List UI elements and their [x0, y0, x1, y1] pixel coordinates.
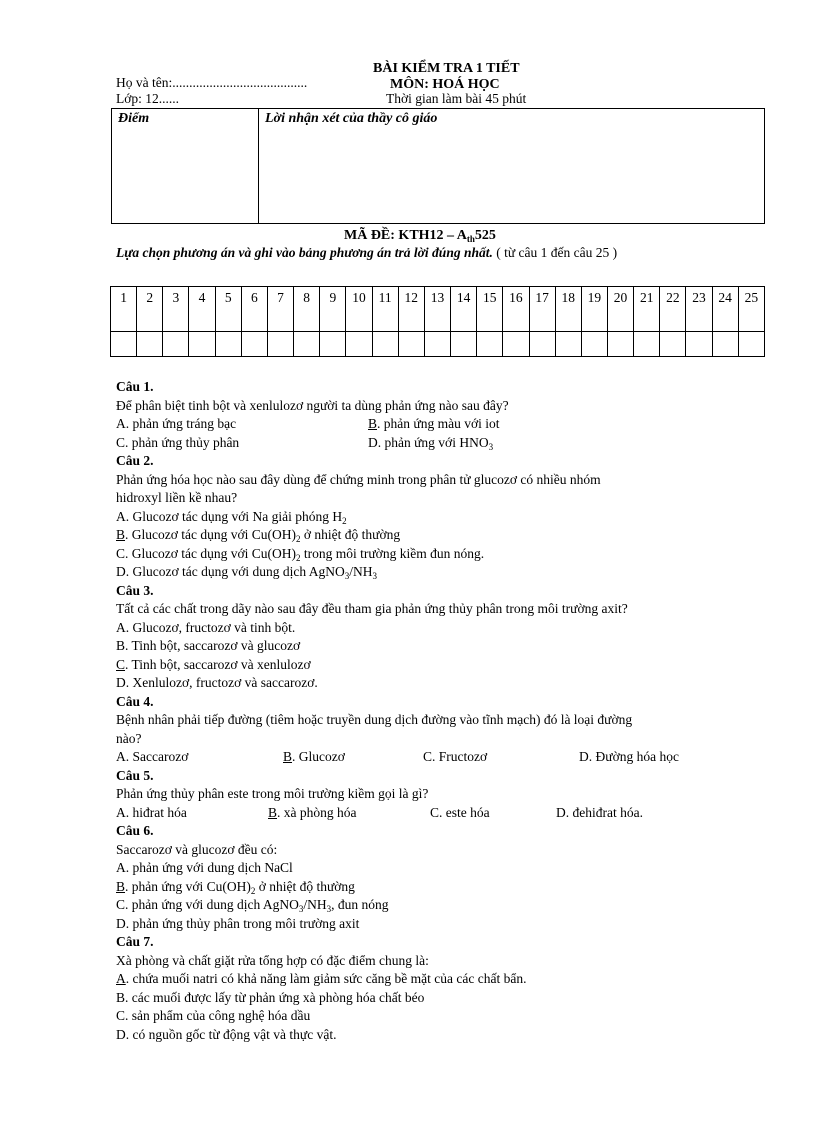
grid-number-11	[372, 287, 398, 332]
q6-text: Saccarozơ và glucozơ đều có:	[116, 841, 278, 857]
grid-number-12	[398, 287, 424, 332]
grid-number-text: 9	[329, 290, 337, 305]
grid-number-text: 23	[692, 290, 706, 305]
q6-option-d: D. phản ứng thủy phân trong môi trường axit	[116, 915, 360, 931]
q2-option-d: D. Glucozơ tác dụng với dung dịch $AgNO_3/NH_3$	[116, 564, 377, 581]
answer-cell-19[interactable]	[581, 332, 607, 357]
answer-cell-1[interactable]	[111, 332, 137, 357]
student-name-field: Họ và tên:........................................	[116, 75, 308, 90]
q7-option-a: A. chứa muối natri có khả năng làm giảm sức căng bề mặt của các chất bẩn.	[116, 971, 527, 986]
grid-number-text: 20	[613, 290, 628, 305]
grid-number-text: 2	[146, 290, 154, 305]
q7-text: Xà phòng và chất giặt rửa tổng hợp có đặc điểm chung là:	[116, 952, 429, 968]
q3-option-c: C. Tinh bột, saccarozơ và xenlulozơ	[116, 656, 311, 672]
q7-option-b: B. các muối được lấy từ phản ứng xà phòng hóa chất béo	[116, 989, 425, 1005]
instruction	[116, 245, 617, 261]
q6-option-a: A. phản ứng với dung dịch NaCl	[116, 860, 293, 875]
exam-title: BÀI KIỂM TRA 1 TIẾT	[373, 61, 520, 76]
q2-title: Câu 2.	[116, 453, 154, 468]
exam-code-suffix: 525	[474, 228, 496, 243]
exam-code-prefix: MÃ ĐỀ: KTH12 – A	[344, 228, 467, 243]
grid-number-text: 10	[352, 290, 366, 305]
grid-number-17	[529, 287, 555, 332]
answer-cell-6[interactable]	[241, 332, 267, 357]
grid-number-3	[163, 287, 189, 332]
q5-option-b: B. xà phòng hóa	[268, 804, 357, 820]
grid-number-text: 15	[483, 290, 497, 305]
answer-cell-9[interactable]	[320, 332, 346, 357]
answer-cell-16[interactable]	[503, 332, 529, 357]
answer-cell-8[interactable]	[294, 332, 320, 357]
answer-cell-18[interactable]	[555, 332, 581, 357]
q3-option-b: B. Tinh bột, saccarozơ và glucozơ	[116, 638, 301, 653]
answer-cell-14[interactable]	[451, 332, 477, 357]
q2-text-2: hidroxyl liền kề nhau?	[116, 490, 238, 505]
q6-title: Câu 6.	[116, 823, 154, 838]
q1-option-a: A. phản ứng tráng bạc	[116, 416, 237, 431]
q4-option-a: A. Saccarozơ	[116, 749, 189, 764]
grid-number-text: 8	[303, 290, 311, 305]
grid-number-7	[267, 287, 293, 332]
q4-title: Câu 4.	[116, 693, 154, 709]
answer-grid	[110, 286, 765, 357]
grid-number-24	[712, 287, 738, 332]
grid-number-text: 11	[378, 290, 392, 305]
answer-cell-13[interactable]	[424, 332, 450, 357]
score-label: Điểm	[118, 111, 150, 126]
grid-number-16	[503, 287, 529, 332]
q4-option-c: C. Fructozơ	[423, 749, 488, 764]
grid-number-13	[424, 287, 450, 332]
q4-option-b: B. Glucozơ	[283, 749, 345, 764]
answer-cell-5[interactable]	[215, 332, 241, 357]
grid-number-6	[241, 287, 267, 332]
answer-cell-3[interactable]	[163, 332, 189, 357]
q1-text: Để phân biệt tinh bột và xenlulozơ người ta dùng phản ứng nào sau đây?	[116, 397, 509, 413]
q5-option-a: A. hiđrat hóa	[116, 804, 187, 820]
grid-number-21	[634, 287, 660, 332]
grid-number-text: 7	[277, 290, 284, 305]
subject-title: MÔN: HOÁ HỌC	[390, 77, 500, 92]
q1-title: Câu 1.	[116, 379, 154, 394]
instruction-main: Lựa chọn phương án và ghi vào bảng phương án trả lời đúng nhất.	[116, 245, 493, 260]
grid-number-25	[738, 287, 764, 332]
answer-cell-23[interactable]	[686, 332, 712, 357]
grid-number-2	[137, 287, 163, 332]
grid-number-text: 1	[120, 290, 127, 305]
q1-option-d: D. phản ứng với $HNO_3$	[368, 434, 494, 452]
grid-number-23	[686, 287, 712, 332]
answer-cell-17[interactable]	[529, 332, 555, 357]
q7-option-c: C. sản phẩm của công nghệ hóa dầu	[116, 1008, 311, 1023]
grid-number-text: 17	[535, 290, 549, 305]
grid-number-20	[607, 287, 633, 332]
questions	[116, 378, 766, 1044]
grid-number-text: 21	[639, 290, 654, 305]
q2-text-1: Phản ứng hóa học nào sau đây dùng để chứng minh trong phân tử glucozơ có nhiều nhóm	[116, 471, 601, 487]
answer-cell-7[interactable]	[267, 332, 293, 357]
answer-cell-25[interactable]	[738, 332, 764, 357]
grid-number-text: 18	[561, 290, 575, 305]
q3-option-d: D. Xenlulozơ, fructozơ và saccarozơ.	[116, 675, 318, 690]
grid-number-15	[477, 287, 503, 332]
q5-option-d: D. đehiđrat hóa.	[556, 804, 643, 820]
instruction-range: ( từ câu 1 đến câu 25 )	[492, 245, 618, 260]
q1-option-b: B. phản ứng màu với iot	[368, 416, 500, 431]
answer-cell-4[interactable]	[189, 332, 215, 357]
q7-option-d: D. có nguồn gốc từ động vật và thực vật.	[116, 1026, 337, 1042]
time-limit: Thời gian làm bài 45 phút	[386, 91, 527, 106]
q5-option-c: C. este hóa	[430, 804, 490, 820]
grid-number-text: 16	[509, 290, 523, 305]
grid-number-text: 6	[250, 290, 258, 305]
q5-title: Câu 5.	[116, 767, 154, 783]
q3-option-a: A. Glucozơ, fructozơ và tinh bột.	[116, 619, 296, 635]
answer-grid-header	[111, 287, 765, 332]
exam-code	[344, 228, 496, 244]
grid-number-8	[294, 287, 320, 332]
q3-text: Tất cả các chất trong dãy nào sau đây đều tham gia phản ứng thủy phân trong môi trường axit?	[116, 601, 628, 616]
grade-box	[111, 108, 765, 224]
exam-code-sub: th	[466, 234, 475, 244]
grid-number-text: 25	[744, 290, 759, 305]
q2-option-b: B. Glucozơ tác dụng với $Cu(OH)_2$ ở nhiệt độ thường	[116, 527, 401, 544]
grid-number-text: 22	[666, 290, 680, 305]
q7-title: Câu 7.	[116, 934, 154, 949]
answer-cell-12[interactable]	[398, 332, 424, 357]
answer-cell-2[interactable]	[137, 332, 163, 357]
grid-number-text: 24	[718, 290, 732, 305]
q5-text: Phản ứng thủy phân este trong môi trường kiềm gọi là gì?	[116, 786, 429, 801]
grid-number-5	[215, 287, 241, 332]
q2-option-a: A. Glucozơ tác dụng với Na giải phóng $H_2$	[116, 508, 347, 526]
q4-text-2: nào?	[116, 730, 142, 746]
grid-number-9	[320, 287, 346, 332]
answer-grid-answers	[111, 332, 765, 357]
grid-number-text: 19	[587, 290, 602, 305]
grid-number-4	[189, 287, 215, 332]
grid-number-text: 14	[456, 290, 471, 305]
q1-option-c: C. phản ứng thủy phân	[116, 434, 240, 450]
grid-number-19	[581, 287, 607, 332]
grid-number-14	[451, 287, 477, 332]
q4-text-1: Bệnh nhân phải tiếp đường (tiêm hoặc truyền dung dịch đường vào tĩnh mạch) đó là loại đường	[116, 712, 633, 727]
q2-option-c: C. Glucozơ tác dụng với $Cu(OH)_2$ trong môi trường kiềm đun nóng.	[116, 545, 485, 563]
answer-cell-22[interactable]	[660, 332, 686, 357]
answer-cell-11[interactable]	[372, 332, 398, 357]
answer-cell-21[interactable]	[634, 332, 660, 357]
grid-number-1	[111, 287, 137, 332]
grid-number-text: 13	[430, 290, 445, 305]
answer-cell-10[interactable]	[346, 332, 372, 357]
grade-box-divider	[258, 109, 259, 223]
grid-number-22	[660, 287, 686, 332]
q4-option-d: D. Đường hóa học	[579, 749, 679, 764]
grid-number-text: 4	[198, 290, 206, 305]
q3-title: Câu 3.	[116, 582, 154, 598]
answer-cell-24[interactable]	[712, 332, 738, 357]
q6-option-b: B. phản ứng với $Cu(OH)_2$ ở nhiệt độ thường	[116, 878, 355, 896]
grid-number-10	[346, 287, 372, 332]
teacher-comment-label: Lời nhận xét của thầy cô giáo	[265, 111, 438, 126]
grid-number-18	[555, 287, 581, 332]
q6-option-c: C. phản ứng với dung dịch $AgNO_3/NH_3$, đun nóng	[116, 897, 389, 914]
grid-number-text: 12	[404, 290, 419, 305]
class-field: Lớp: 12......	[116, 91, 180, 106]
answer-cell-15[interactable]	[477, 332, 503, 357]
grid-number-text: 5	[224, 290, 232, 305]
grid-number-text: 3	[172, 290, 180, 305]
answer-cell-20[interactable]	[607, 332, 633, 357]
